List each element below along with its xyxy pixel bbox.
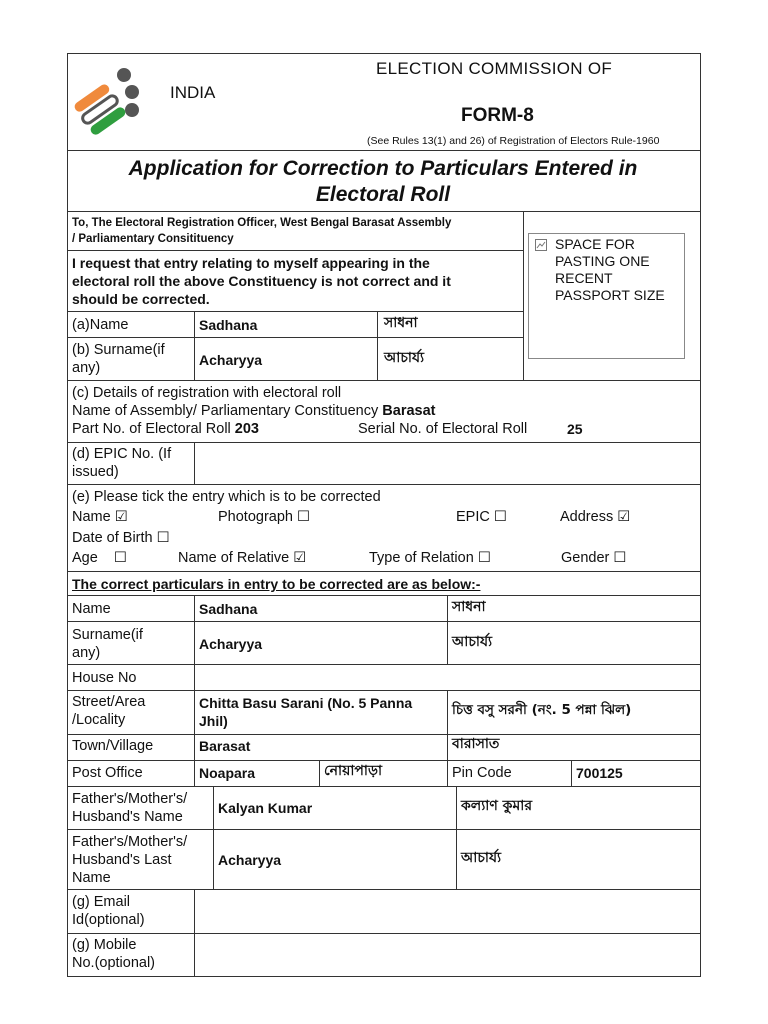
constituency-value: Barasat [382,403,436,419]
correct-surname-label-1: Surname(if [72,627,143,643]
street-value-1: Chitta Basu Sarani (No. 5 Panna [199,695,413,711]
part-no-label: Part No. of Electoral Roll [72,421,231,437]
commission-name: ELECTION COMMISSION OF [376,59,613,78]
image-placeholder-icon [535,238,547,250]
father-last-label-1: Father's/Mother's/ [72,834,188,850]
street-label-2: /Locality [72,712,126,728]
mobile-field[interactable] [196,935,699,975]
applicant-surname-bn: আচার্য্য [384,350,425,366]
page-title-line1: Application for Correction to Particulars Entered in [128,157,638,180]
tick-photograph-checkbox[interactable]: Photograph ☐ [218,509,311,525]
mobile-label-2: No.(optional) [72,955,156,971]
father-last-label-3: Name [72,870,111,886]
house-no-label: House No [72,670,137,686]
request-line3: should be corrected. [72,291,210,307]
father-name-value-bn: কল্যাণ কুমার [461,798,533,814]
part-no-line [72,420,259,438]
tick-address-checkbox[interactable]: Address ☑ [560,509,631,525]
tick-age-checkbox[interactable]: Age ☐ [72,550,127,566]
request-line2: electoral roll the above Constituency is not correct and it [72,273,451,289]
street-value-bn: চিত্ত বসু সরনী (নং. 5 পন্না ঝিল) [452,702,632,718]
applicant-name: Sadhana [199,317,258,333]
photo-text-4: PASSPORT SIZE [555,287,665,303]
tick-relative-checkbox[interactable]: Name of Relative ☑ [178,550,307,566]
mobile-label-1: (g) Mobile [72,937,137,953]
eci-logo [72,66,142,138]
father-name-value: Kalyan Kumar [218,800,313,816]
email-label-1: (g) Email [72,894,131,910]
country-name: INDIA [170,83,216,102]
epic-label-2: issued) [72,464,119,480]
post-office-label: Post Office [72,765,143,781]
father-last-label-2: Husband's Last [72,852,172,868]
serial-no-label: Serial No. of Electoral Roll [358,421,528,437]
father-last-value: Acharyya [218,852,282,868]
photo-text-3: RECENT [555,270,613,286]
post-office-value-bn: নোয়াপাড়া [324,763,383,779]
applicant-surname: Acharyya [199,352,263,368]
tick-name-checkbox[interactable]: Name ☑ [72,509,128,525]
form-number: FORM-8 [461,105,534,126]
epic-label-1: (d) EPIC No. (If [72,446,172,462]
correct-surname: Acharyya [199,636,263,652]
addressee-line2: / Parliamentary Consitituency [72,233,234,245]
correct-surname-bn: আচার্য্য [452,634,493,650]
applicant-name-label: (a)Name [72,317,129,333]
pin-code-value: 700125 [576,765,623,781]
rules-reference: (See Rules 13(1) and 26) of Registration of Electors Rule-1960 [367,135,660,147]
town-value: Barasat [199,738,251,754]
correct-name: Sadhana [199,601,258,617]
correct-surname-label-2: any) [72,645,101,661]
tick-dob-checkbox[interactable]: Date of Birth ☐ [72,530,170,546]
photo-text-1: SPACE FOR [555,236,635,252]
street-label-1: Street/Area [72,694,146,710]
registration-heading: (c) Details of registration with electoral roll [72,385,342,401]
father-name-label-1: Father's/Mother's/ [72,791,188,807]
town-label: Town/Village [72,738,154,754]
post-office-value: Noapara [199,765,256,781]
applicant-surname-label-1: (b) Surname(if [72,342,165,358]
applicant-name-bn: সাধনা [384,315,418,331]
photo-text-2: PASTING ONE [555,253,650,269]
street-value-2: Jhil) [199,713,228,729]
tick-heading: (e) Please tick the entry which is to be corrected [72,489,381,505]
addressee-line1: To, The Electoral Registration Officer, West Bengal Barasat Assembly [72,217,452,229]
correct-name-bn: সাধনা [452,599,486,615]
tick-gender-checkbox[interactable]: Gender ☐ [561,550,627,566]
correct-particulars-heading: The correct particulars in entry to be corrected are as below:- [72,576,481,592]
email-label-2: Id(optional) [72,912,145,928]
father-name-label-2: Husband's Name [72,809,183,825]
constituency-label: Name of Assembly/ Parliamentary Constituency [72,403,379,419]
pin-code-label: Pin Code [452,765,512,781]
tick-relation-type-checkbox[interactable]: Type of Relation ☐ [369,550,491,566]
request-line1: I request that entry relating to myself appearing in the [72,255,430,271]
email-field[interactable] [196,891,699,931]
correct-name-label: Name [72,601,111,617]
father-last-value-bn: আচার্য্য [461,850,502,866]
tick-epic-checkbox[interactable]: EPIC ☐ [456,509,507,525]
serial-no-value: 25 [567,421,583,437]
constituency-line [72,402,435,420]
applicant-surname-label-2: any) [72,360,101,376]
part-no-value: 203 [234,421,259,437]
epic-field[interactable] [199,452,694,470]
page-title-line2: Electoral Roll [315,183,451,206]
town-value-bn: বারাসাত [452,736,500,752]
